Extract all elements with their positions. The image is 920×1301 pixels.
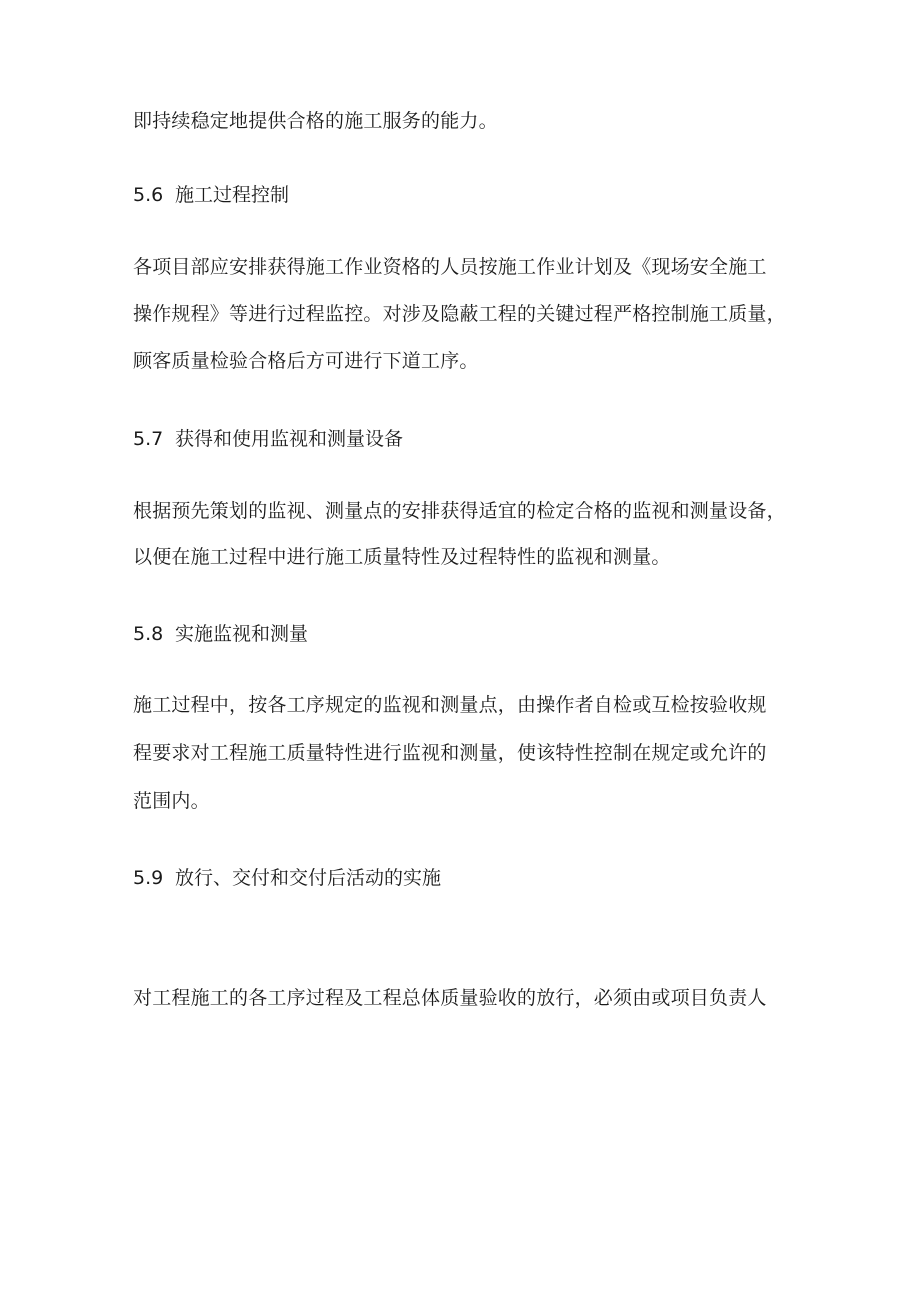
section-heading-5-8 [133,621,308,647]
section-heading-5-9 [133,865,441,891]
paragraph-line: 根据预先策划的监视、测量点的安排获得适宜的检定合格的监视和测量设备， [133,500,786,522]
paragraph-line: 对工程施工的各工序过程及工程总体质量验收的放行，必须由或项目负责人 [133,987,767,1009]
paragraph-line: 施工过程中，按各工序规定的监视和测量点，由操作者自检或互检按验收规 [133,694,767,716]
paragraph-line: 范围内。 [133,790,210,812]
paragraph-line: 顾客质量检验合格后方可进行下道工序。 [133,350,479,372]
section-number: 5.9 [133,867,164,889]
paragraph-line: 操作规程》等进行过程监控。对涉及隐蔽工程的关键过程严格控制施工质量， [133,303,786,325]
section-heading-5-6 [133,182,289,208]
section-number: 5.8 [133,623,164,645]
section-heading-5-7 [133,426,403,452]
section-number: 5.7 [133,428,164,450]
section-title: 放行、交付和交付后活动的实施 [175,867,442,889]
paragraph-line: 以便在施工过程中进行施工质量特性及过程特性的监视和测量。 [133,546,671,568]
paragraph-line: 程要求对工程施工质量特性进行监视和测量，使该特性控制在规定或允许的 [133,742,767,764]
section-title: 获得和使用监视和测量设备 [175,428,404,450]
section-title: 施工过程控制 [175,184,290,206]
paragraph-line: 即持续稳定地提供合格的施工服务的能力。 [133,110,498,132]
paragraph-line: 各项目部应安排获得施工作业资格的人员按施工作业计划及《现场安全施工 [133,256,767,278]
section-number: 5.6 [133,184,164,206]
section-title: 实施监视和测量 [175,623,309,645]
